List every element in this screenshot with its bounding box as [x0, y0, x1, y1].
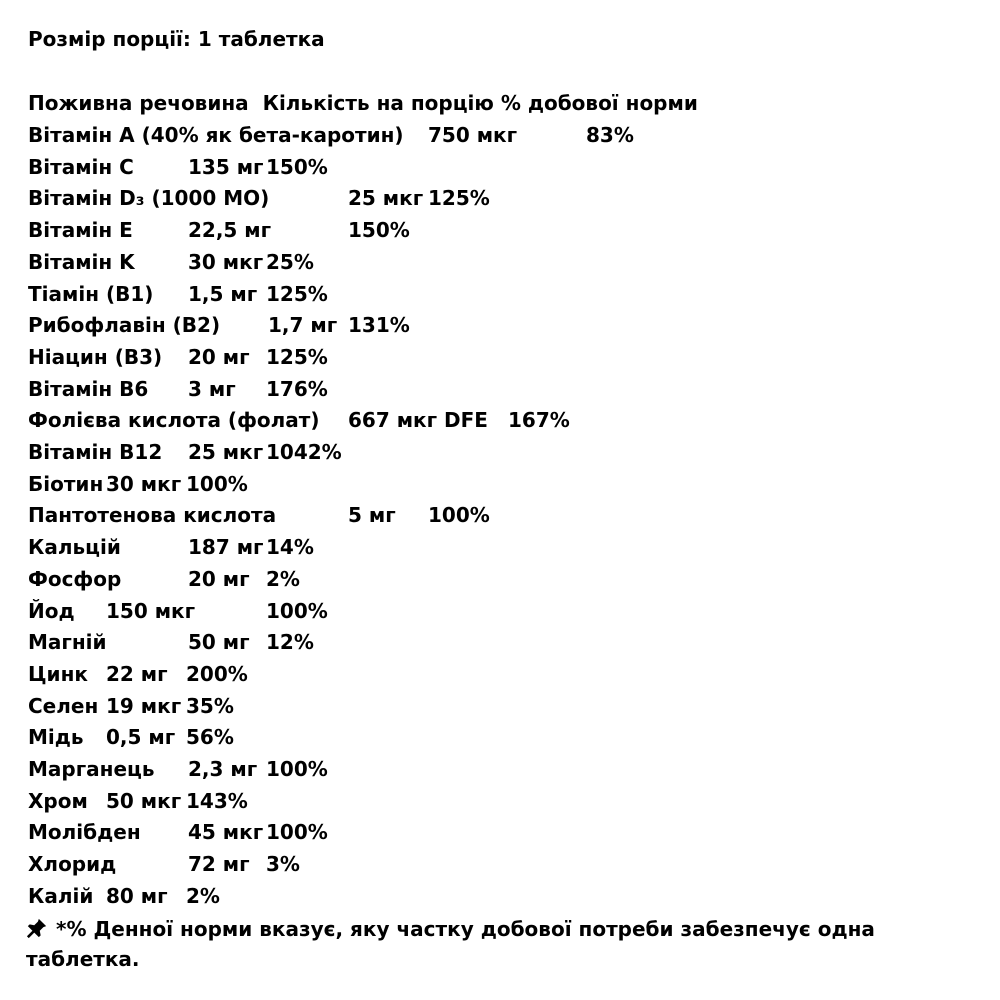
table-row [28, 661, 928, 687]
table-row [28, 407, 928, 433]
nutrient-name: Вітамін A (40% як бета-каротин) [28, 123, 404, 147]
table-row [28, 724, 928, 750]
table-row [28, 217, 928, 243]
nutrient-name: Вітамін B12 [28, 440, 163, 464]
nutrient-amount: 19 мкг [106, 693, 182, 718]
nutrient-daily-value: 83% [586, 123, 634, 147]
nutrient-name: Вітамін D₃ (1000 МО) [28, 186, 270, 211]
nutrient-daily-value: 167% [508, 408, 570, 433]
nutrient-name: Цинк [28, 661, 88, 686]
nutrient-amount: 667 мкг DFE [348, 408, 488, 433]
nutrient-amount: 5 мг [348, 503, 396, 528]
table-row [28, 439, 928, 465]
nutrient-daily-value: 200% [186, 661, 248, 686]
table-row [28, 471, 928, 497]
nutrient-daily-value: 2% [266, 566, 300, 591]
nutrient-name: Вітамін E [28, 218, 133, 243]
nutrient-amount: 50 мг [188, 630, 250, 655]
nutrient-daily-value: 35% [186, 693, 234, 718]
nutrient-name: Рибофлавін (B2) [28, 313, 221, 338]
nutrient-amount: 50 мкг [106, 788, 182, 813]
nutrient-amount: 20 мг [188, 344, 250, 369]
nutrient-name: Ніацин (B3) [28, 344, 163, 369]
pushpin-icon [26, 917, 48, 939]
nutrient-amount: 72 мг [188, 852, 250, 877]
nutrient-daily-value: 125% [266, 281, 328, 306]
table-row [28, 312, 928, 338]
footnote [26, 914, 926, 974]
nutrient-name: Вітамін K [28, 249, 135, 274]
nutrient-name: Магній [28, 630, 107, 655]
nutrient-daily-value: 14% [266, 535, 314, 560]
nutrient-name: Марганець [28, 757, 155, 781]
table-row [28, 883, 928, 909]
nutrient-daily-value: 100% [266, 820, 328, 845]
nutrient-amount: 135 мг [188, 154, 264, 179]
nutrient-daily-value: 56% [186, 725, 234, 750]
nutrient-name: Тіамін (B1) [28, 281, 154, 306]
nutrient-daily-value: 25% [266, 249, 314, 274]
nutrient-amount: 1,5 мг [188, 281, 258, 306]
table-row [28, 819, 928, 845]
nutrient-daily-value: 100% [266, 757, 328, 781]
nutrient-amount: 3 мг [188, 376, 236, 401]
nutrient-amount: 25 мкг [348, 186, 424, 211]
nutrient-amount: 1,7 мг [268, 313, 338, 338]
table-row [28, 281, 928, 307]
table-row [28, 851, 928, 877]
nutrient-name: Хлорид [28, 852, 117, 877]
table-row [28, 629, 928, 655]
nutrient-daily-value: 12% [266, 630, 314, 655]
table-row [28, 344, 928, 370]
nutrient-name: Біотин [28, 471, 104, 496]
table-row [28, 154, 928, 180]
nutrient-amount: 0,5 мг [106, 725, 176, 750]
table-row [28, 788, 928, 814]
nutrient-daily-value: 3% [266, 852, 300, 877]
footnote-text: *% Денної норми вказує, яку частку добової потреби забезпечує одна таблетка. [26, 917, 875, 971]
nutrient-daily-value: 125% [428, 186, 490, 211]
nutrient-name: Фолієва кислота (фолат) [28, 408, 320, 433]
nutrient-name: Калій [28, 883, 94, 908]
table-row [28, 249, 928, 275]
table-row [28, 534, 928, 560]
nutrient-amount: 20 мг [188, 566, 250, 591]
table-header: Поживна речовина Кількість на порцію % добової норми [28, 91, 698, 115]
nutrient-amount: 22,5 мг [188, 218, 272, 243]
nutrient-name: Кальцій [28, 535, 121, 560]
nutrient-daily-value: 143% [186, 788, 248, 813]
serving-size: Розмір порції: 1 таблетка [28, 27, 325, 51]
table-row [28, 376, 928, 402]
table-row [28, 122, 928, 148]
nutrient-name: Молібден [28, 820, 141, 845]
nutrient-daily-value: 2% [186, 883, 220, 908]
nutrient-amount: 30 мкг [188, 249, 264, 274]
table-row [28, 598, 928, 624]
nutrient-daily-value: 131% [348, 313, 410, 338]
nutrient-amount: 30 мкг [106, 471, 182, 496]
nutrient-amount: 150 мкг [106, 598, 196, 623]
nutrient-amount: 45 мкг [188, 820, 264, 845]
nutrient-name: Пантотенова кислота [28, 503, 277, 528]
nutrient-daily-value: 100% [266, 598, 328, 623]
nutrient-daily-value: 100% [186, 471, 248, 496]
table-row [28, 693, 928, 719]
table-row [28, 566, 928, 592]
nutrient-amount: 750 мкг [428, 123, 518, 147]
nutrient-amount: 22 мг [106, 661, 168, 686]
nutrient-daily-value: 150% [266, 154, 328, 179]
nutrient-name: Йод [28, 598, 75, 623]
nutrient-daily-value: 176% [266, 376, 328, 401]
nutrient-amount: 187 мг [188, 535, 264, 560]
nutrient-amount: 2,3 мг [188, 757, 258, 781]
nutrient-name: Вітамін C [28, 154, 134, 179]
nutrient-name: Хром [28, 788, 88, 813]
nutrient-amount: 25 мкг [188, 440, 264, 464]
nutrient-daily-value: 100% [428, 503, 490, 528]
table-row [28, 502, 928, 528]
table-row [28, 185, 928, 211]
nutrient-name: Фосфор [28, 566, 122, 591]
table-row [28, 756, 928, 782]
nutrient-daily-value: 1042% [266, 440, 342, 464]
nutrient-name: Мідь [28, 725, 84, 750]
nutrient-amount: 80 мг [106, 883, 168, 908]
nutrient-daily-value: 125% [266, 344, 328, 369]
nutrient-name: Селен [28, 693, 99, 718]
nutrient-daily-value: 150% [348, 218, 410, 243]
nutrient-name: Вітамін B6 [28, 376, 149, 401]
